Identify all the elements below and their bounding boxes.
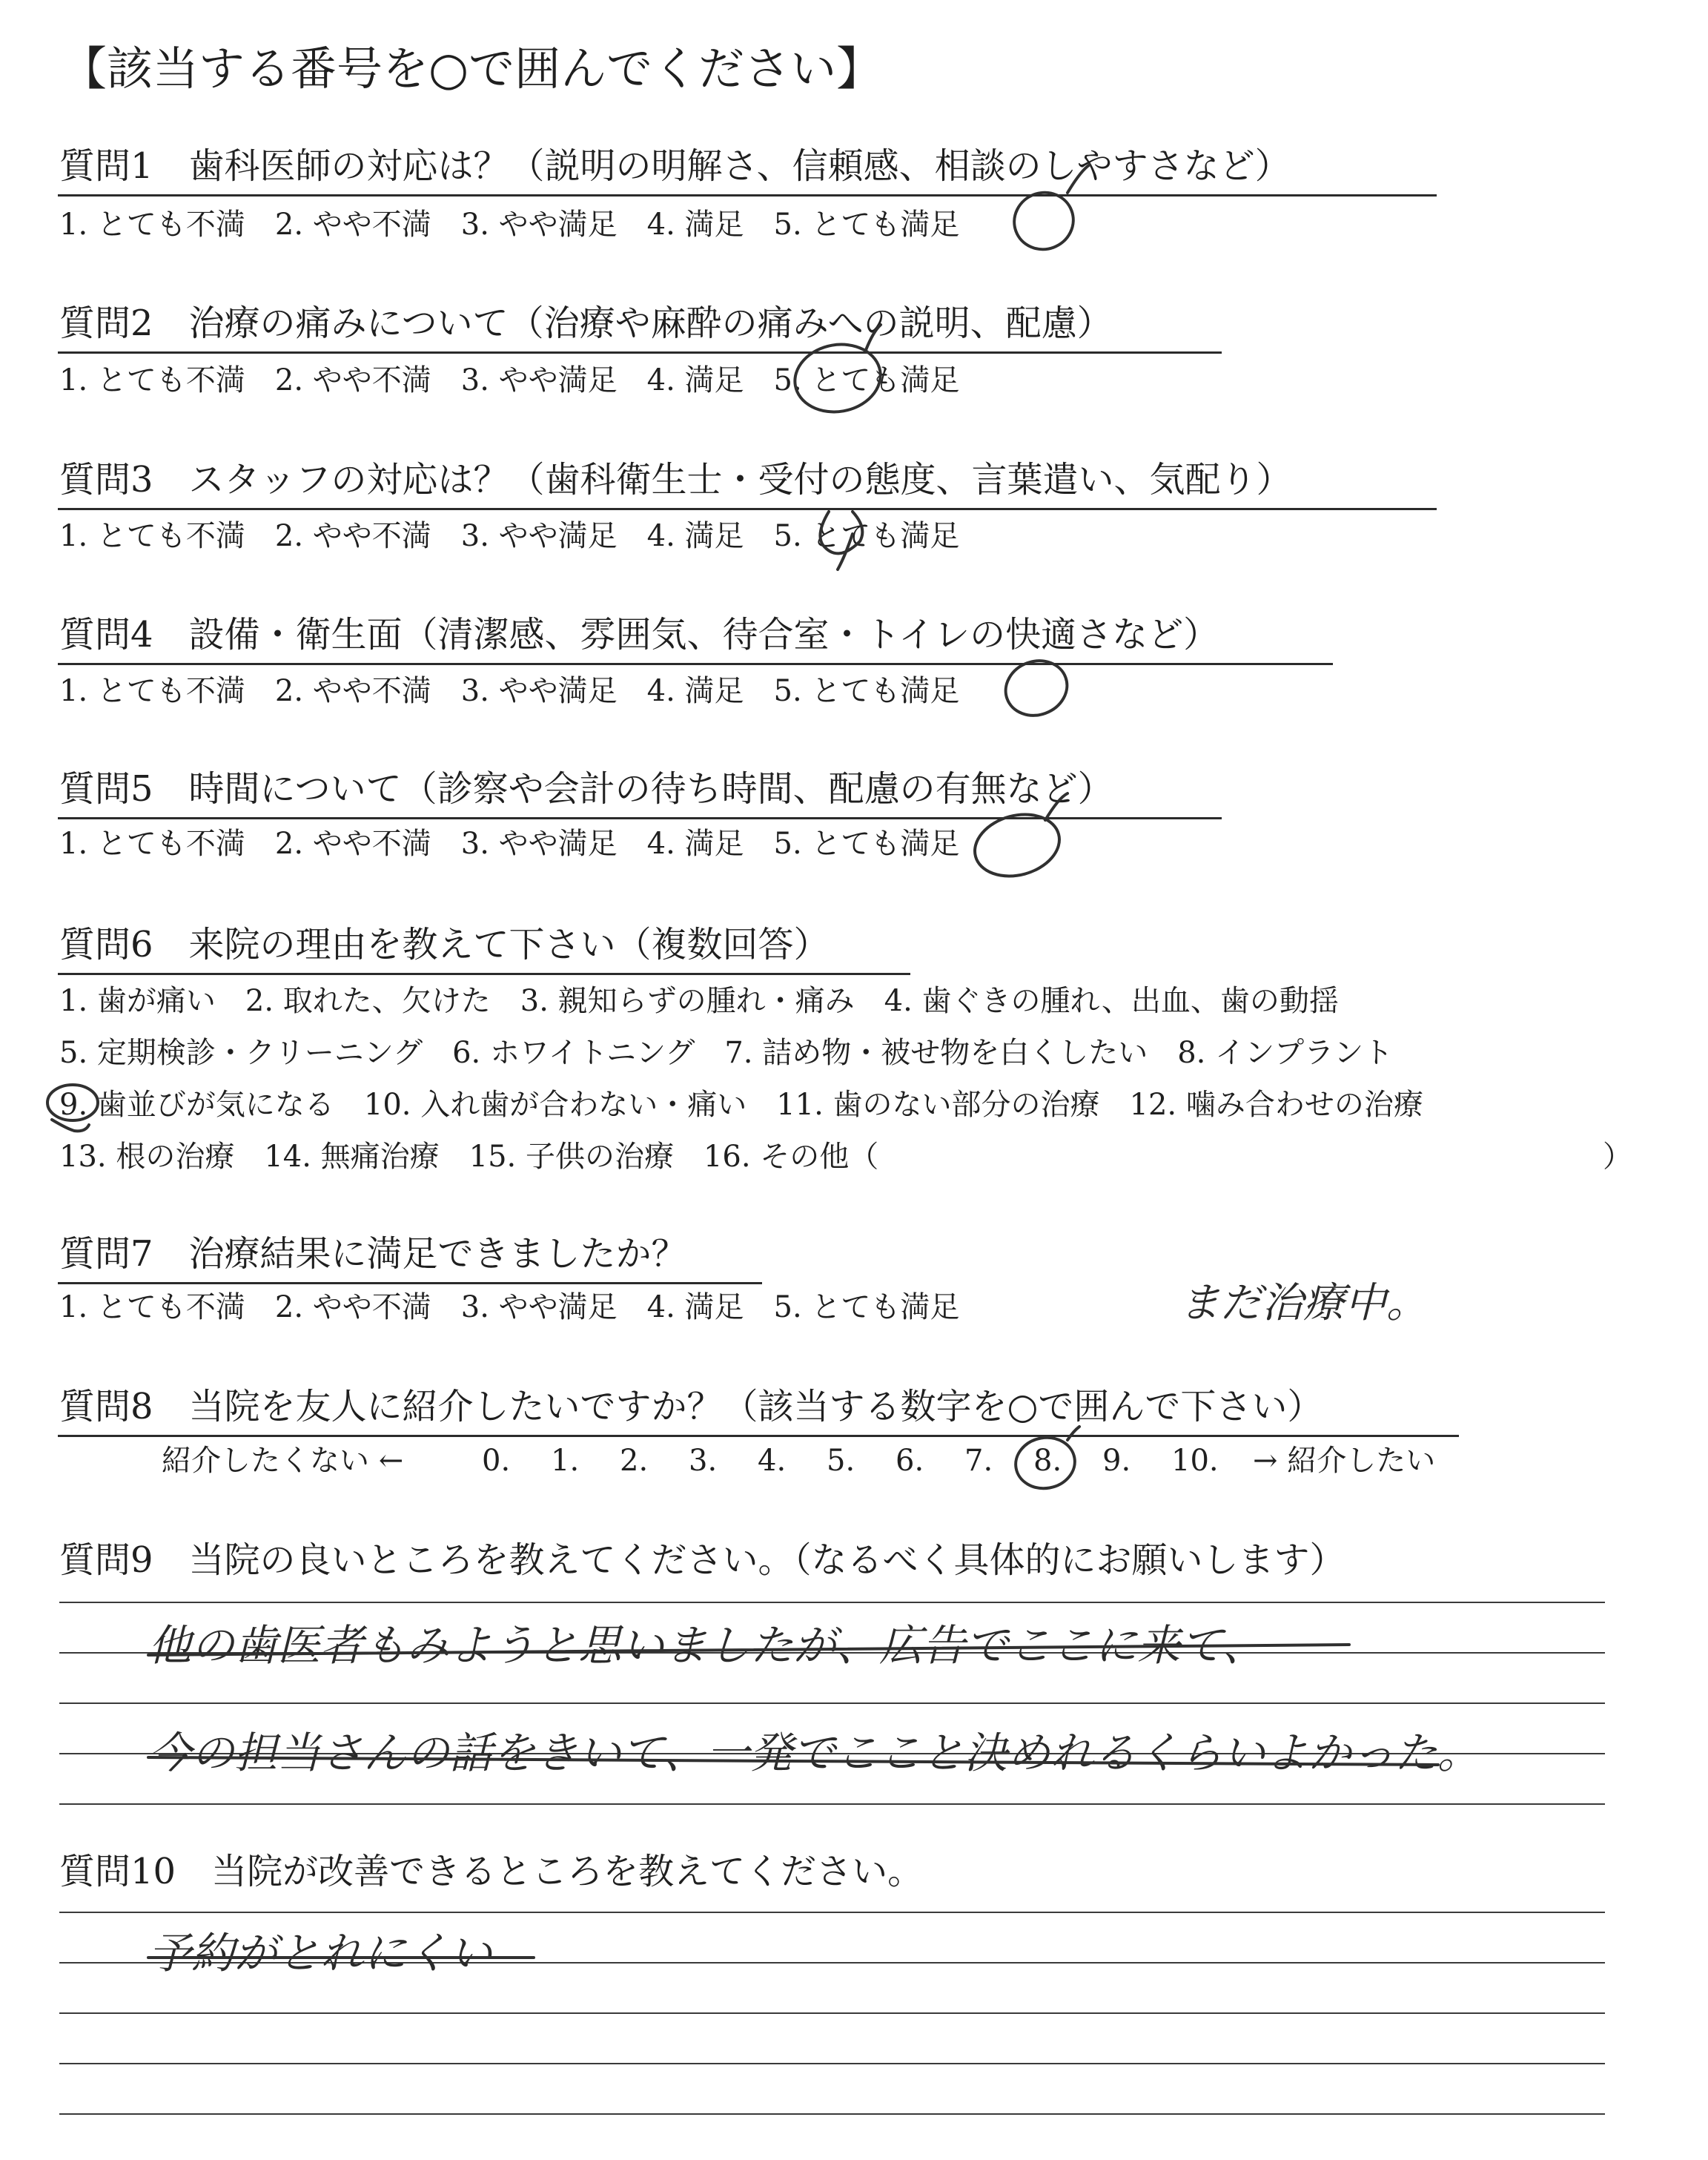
question-10-answer-line1: 予約がとれにくい bbox=[148, 1928, 493, 1978]
question-9-title: 質問9 当院の良いところを教えてください。（なるべく具体的にお願いします） bbox=[59, 1539, 1345, 1581]
question-8-title: 質問8 当院を友人に紹介したいですか？（該当する数字を○で囲んで下さい） bbox=[59, 1386, 1323, 1427]
question-8-left-label: 紹介したくない ← bbox=[162, 1444, 404, 1478]
q8-circle-mark bbox=[1012, 1433, 1079, 1493]
question-6-options-row1[interactable]: 1. 歯が痛い 2. 取れた、欠けた 3. 親知らずの腫れ・痛み 4. 歯ぐきの腫れ、出血、歯の動揺 bbox=[59, 984, 1339, 1018]
scale-option[interactable]: 1. bbox=[551, 1444, 580, 1478]
page-header: 【該当する番号を○で囲んでください】 bbox=[61, 42, 883, 96]
question-9-answer-line2: 今の担当さんの話をきいて、一発でここと決めれるくらいよかった。 bbox=[148, 1728, 1480, 1778]
question-9-answer-line1: 他の歯医者もみようと思いましたが、広告でここに来て、 bbox=[148, 1620, 1265, 1671]
question-3-title: 質問3 スタッフの対応は？（歯科衛生士・受付の態度、言葉遣い、気配り） bbox=[59, 459, 1292, 501]
q9-strike-line2 bbox=[148, 1757, 1438, 1765]
q5-circle-mark bbox=[968, 805, 1067, 885]
q1-circle-mark bbox=[1006, 185, 1081, 258]
question-10-title: 質問10 当院が改善できるところを教えてください。 bbox=[59, 1851, 924, 1892]
question-7-title: 質問7 治療結果に満足できましたか？ bbox=[59, 1233, 687, 1275]
scale-option[interactable]: 4. bbox=[758, 1444, 787, 1478]
scale-option[interactable]: 9. bbox=[1102, 1444, 1131, 1478]
scale-option[interactable]: 6. bbox=[896, 1444, 924, 1478]
question-4-title: 質問4 設備・衛生面（清潔感、雰囲気、待合室・トイレの快適さなど） bbox=[59, 614, 1219, 655]
q1-circle-tail bbox=[1068, 165, 1090, 193]
q2-circle-mark bbox=[790, 338, 886, 419]
q4-circle-mark bbox=[998, 653, 1075, 724]
question-5-options[interactable]: 1. とても不満 2. やや不満 3. やや満足 4. 満足 5. とても満足 bbox=[59, 827, 960, 861]
q6-circle-mark bbox=[47, 1085, 98, 1120]
question-6-other-close: ） bbox=[1603, 1140, 1632, 1174]
scale-option[interactable]: 5. bbox=[827, 1444, 855, 1478]
question-7-handwritten-note: まだ治療中。 bbox=[1179, 1279, 1428, 1327]
scale-option[interactable]: 3. bbox=[689, 1444, 718, 1478]
scale-option[interactable]: 8. bbox=[1033, 1444, 1062, 1478]
q9-strike-line1 bbox=[148, 1645, 1349, 1655]
question-5-title: 質問5 時間について（診察や会計の待ち時間、配慮の有無など） bbox=[59, 768, 1113, 810]
question-6-title: 質問6 来院の理由を教えて下さい（複数回答） bbox=[59, 924, 830, 965]
scale-option[interactable]: 7. bbox=[964, 1444, 993, 1478]
question-2-options[interactable]: 1. とても不満 2. やや不満 3. やや満足 4. 満足 5. とても満足 bbox=[59, 363, 960, 397]
question-1-title: 質問1 歯科医師の対応は？（説明の明解さ、信頼感、相談のしやすさなど） bbox=[59, 145, 1291, 187]
q3-circle-mark bbox=[820, 512, 862, 569]
question-2-title: 質問2 治療の痛みについて（治療や麻酔の痛みへの説明、配慮） bbox=[59, 303, 1113, 344]
scale-option[interactable]: 0. bbox=[482, 1444, 511, 1478]
q8-circle-tail bbox=[1068, 1427, 1079, 1440]
question-6-options-row2[interactable]: 5. 定期検診・クリーニング 6. ホワイトニング 7. 詰め物・被せ物を白くしたい 8. インプラント bbox=[59, 1036, 1394, 1070]
question-4-options[interactable]: 1. とても不満 2. やや不満 3. やや満足 4. 満足 5. とても満足 bbox=[59, 674, 960, 708]
question-8-right-label: → 紹介したい bbox=[1253, 1444, 1436, 1478]
question-3-options[interactable]: 1. とても不満 2. やや不満 3. やや満足 4. 満足 5. とても満足 bbox=[59, 519, 960, 553]
question-6-options-row3[interactable]: 9. 歯並びが気になる 10. 入れ歯が合わない・痛い 11. 歯のない部分の治療 12. 噛み合わせの治療 bbox=[59, 1088, 1423, 1122]
scale-option[interactable]: 2. bbox=[620, 1444, 649, 1478]
q2-circle-tail bbox=[866, 325, 881, 350]
scale-option[interactable]: 10. bbox=[1171, 1444, 1219, 1478]
q5-circle-tail bbox=[1045, 793, 1068, 820]
question-7-options[interactable]: 1. とても不満 2. やや不満 3. やや満足 4. 満足 5. とても満足 bbox=[59, 1290, 960, 1324]
question-1-options[interactable]: 1. とても不満 2. やや不満 3. やや満足 4. 満足 5. とても満足 bbox=[59, 208, 960, 242]
question-6-options-row4[interactable]: 13. 根の治療 14. 無痛治療 15. 子供の治療 16. その他（ bbox=[59, 1140, 879, 1174]
